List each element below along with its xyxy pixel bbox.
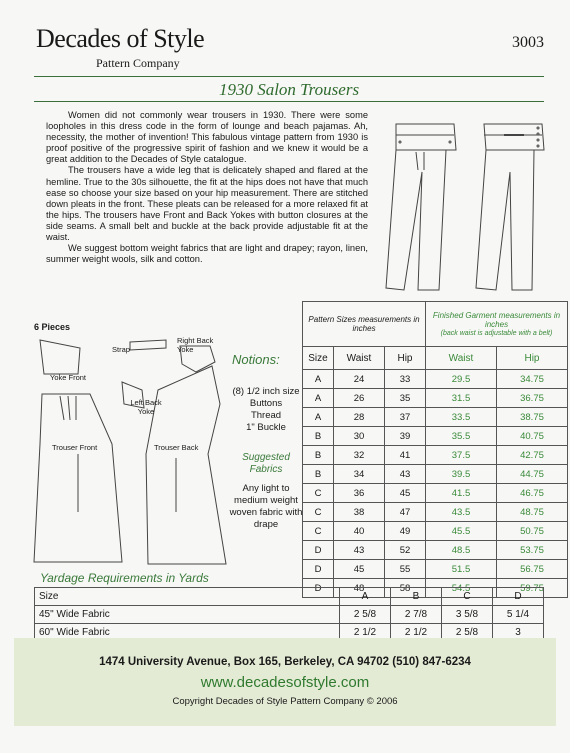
yardage-title: Yardage Requirements in Yards: [40, 571, 209, 585]
yardage-header: D: [493, 588, 544, 606]
label-trouser-back: Trouser Back: [154, 443, 199, 452]
size-table-row: [303, 427, 568, 446]
size-table-cell: 44.75: [497, 465, 568, 484]
yardage-cell: 45" Wide Fabric: [35, 606, 340, 624]
size-table-cell: 50.75: [497, 522, 568, 541]
size-table-cell: B: [303, 465, 334, 484]
size-table-cell: 43: [385, 465, 426, 484]
size-table-cell: D: [303, 541, 334, 560]
size-table-cell: A: [303, 408, 334, 427]
size-table-cell: 35.5: [426, 427, 497, 446]
size-table-cell: 43: [334, 541, 385, 560]
copyright: Copyright Decades of Style Pattern Company © 2006: [172, 696, 398, 707]
size-table-cell: 33: [385, 370, 426, 389]
size-table-header: Hip: [385, 347, 426, 370]
brand-logo-subtitle: Pattern Company: [96, 56, 180, 70]
yardage-row: [35, 606, 544, 624]
notions-list: [228, 386, 304, 434]
size-table-cell: 46.75: [497, 484, 568, 503]
size-table-cell: 34.75: [497, 370, 568, 389]
size-table-cell: B: [303, 446, 334, 465]
size-table-cell: A: [303, 370, 334, 389]
company-address: 1474 University Avenue, Box 165, Berkeley, CA 94702 (510) 847-6234: [99, 656, 471, 668]
website-link[interactable]: www.decadesofstyle.com: [200, 674, 370, 691]
yardage-header: C: [442, 588, 493, 606]
fabrics-text: Any light to medium weight woven fabric with drape: [229, 483, 303, 530]
size-table-cell: 41: [385, 446, 426, 465]
size-table-cell: 40: [334, 522, 385, 541]
label-trouser-front: Trouser Front: [52, 443, 98, 452]
description-paragraph: Women did not commonly wear trousers in 1930. There were some loopholes in this dress code in the form of lounge and beach pajamas. Ah, necessity, the mother of invention! This fabulous vintage pattern from 1930 is proof positive of the progressive spirit of fashion and we knew it would be a great addition to the Decades of Style catalogue.: [46, 110, 368, 165]
size-table-row: [303, 560, 568, 579]
notion-item: 1" Buckle: [246, 422, 286, 433]
label-left-back-yoke: Left Back Yoke: [130, 398, 162, 416]
size-table-cell: 55: [385, 560, 426, 579]
size-table-cell: D: [303, 579, 334, 598]
size-table-cell: 48.75: [497, 503, 568, 522]
size-table-cell: 45.5: [426, 522, 497, 541]
size-table-cell: 53.75: [497, 541, 568, 560]
size-table-cell: 45: [385, 484, 426, 503]
yardage-cell: 2 1/2: [391, 624, 442, 642]
yardage-cell: 2 5/8: [442, 624, 493, 642]
yardage-cell: 60" Wide Fabric: [35, 624, 340, 642]
size-table-cell: 37: [385, 408, 426, 427]
size-table-cell: 26: [334, 389, 385, 408]
size-table-header: Waist: [426, 347, 497, 370]
title-bar: [34, 76, 544, 102]
size-table-cell: 58: [385, 579, 426, 598]
size-table-cell: 43.5: [426, 503, 497, 522]
size-table-cell: 41.5: [426, 484, 497, 503]
size-table-cell: 36: [334, 484, 385, 503]
size-table-cell: 35: [385, 389, 426, 408]
description-paragraph: We suggest bottom weight fabrics that are light and drapey; rayon, linen, summer weight wools, silk and cotton.: [46, 243, 368, 265]
description-paragraph: The trousers have a wide leg that is delicately shaped and flared at the hemline. True to the 30s silhouette, the fit at the hips does not have that much ease so choose your size based on your hip measurement. There are stitched down pleats in the front. These pleats can be released for a more relaxed fit at the hips. The trousers have Front and Back Yokes with button closures at the side seams. A small belt and buckle at the back provide adjustable fit at the waist.: [46, 165, 368, 243]
yardage-cell: 2 5/8: [340, 606, 391, 624]
label-yoke-front: Yoke Front: [50, 373, 86, 382]
notions-heading: Notions:: [232, 352, 280, 367]
size-table-row: [303, 446, 568, 465]
size-table-cell: 34: [334, 465, 385, 484]
size-table-cell: 30: [334, 427, 385, 446]
size-table-header: Waist: [334, 347, 385, 370]
size-table-row: [303, 465, 568, 484]
pattern-number: 3003: [512, 34, 544, 51]
size-table-cell: 54.5: [426, 579, 497, 598]
size-table-cell: 37.5: [426, 446, 497, 465]
notion-item: Buttons: [249, 398, 283, 409]
yardage-cell: 2 7/8: [391, 606, 442, 624]
pattern-title: 1930 Salon Trousers: [218, 80, 360, 99]
garment-illustration: [384, 110, 554, 300]
size-table-cell: 39.5: [426, 465, 497, 484]
size-table-cell: 45: [334, 560, 385, 579]
yardage-header: A: [340, 588, 391, 606]
size-table-cell: C: [303, 484, 334, 503]
brand-logo-title: Decades of Style: [36, 24, 205, 53]
size-table: [302, 301, 568, 598]
size-table-row: [303, 541, 568, 560]
size-table-cell: 33.5: [426, 408, 497, 427]
size-table-cell: D: [303, 560, 334, 579]
size-table-cell: 40.75: [497, 427, 568, 446]
size-table-cell: 31.5: [426, 389, 497, 408]
pieces-heading: 6 Pieces: [34, 322, 71, 332]
yardage-cell: 2 1/2: [340, 624, 391, 642]
size-table-cell: 59.75: [497, 579, 568, 598]
size-table-cell: 29.5: [426, 370, 497, 389]
notion-item: Thread: [250, 410, 282, 421]
yardage-cell: 5 1/4: [493, 606, 544, 624]
fabrics-heading: Suggested Fabrics: [242, 452, 290, 475]
size-table-cell: 36.75: [497, 389, 568, 408]
size-table-cell: 51.5: [426, 560, 497, 579]
yardage-table: [34, 587, 544, 642]
description: [46, 110, 368, 265]
size-table-cell: 28: [334, 408, 385, 427]
size-table-cell: 42.75: [497, 446, 568, 465]
yardage-header: B: [391, 588, 442, 606]
size-table-cell: C: [303, 503, 334, 522]
size-table-row: [303, 484, 568, 503]
label-right-back-yoke: Right Back Yoke: [177, 336, 214, 354]
size-table-cell: 48.5: [426, 541, 497, 560]
size-table-cell: 52: [385, 541, 426, 560]
size-table-cell: 32: [334, 446, 385, 465]
size-table-group-finished: [426, 302, 568, 347]
size-table-row: [303, 389, 568, 408]
size-table-cell: 49: [385, 522, 426, 541]
yardage-header: Size: [35, 588, 340, 606]
yardage-cell: 3: [493, 624, 544, 642]
size-table-cell: C: [303, 522, 334, 541]
size-table-cell: 39: [385, 427, 426, 446]
yardage-cell: 3 5/8: [442, 606, 493, 624]
size-table-cell: 56.75: [497, 560, 568, 579]
size-table-cell: 24: [334, 370, 385, 389]
size-table-group-finished-title: Finished Garment measurements in inches: [432, 310, 561, 329]
size-table-header: Size: [303, 347, 334, 370]
size-table-header: Hip: [497, 347, 568, 370]
size-table-cell: A: [303, 389, 334, 408]
size-table-group-pattern: Pattern Sizes measurements in inches: [303, 302, 426, 347]
size-table-row: [303, 408, 568, 427]
footer: [14, 638, 556, 726]
size-table-cell: 47: [385, 503, 426, 522]
size-table-cell: B: [303, 427, 334, 446]
size-table-row: [303, 370, 568, 389]
size-table-cell: 38: [334, 503, 385, 522]
size-table-cell: 38.75: [497, 408, 568, 427]
size-table-row: [303, 503, 568, 522]
size-table-group-finished-note: (back waist is adjustable with a belt): [440, 329, 553, 337]
label-strap: Strap: [112, 345, 130, 354]
size-table-cell: 48: [334, 579, 385, 598]
notion-item: (8) 1/2 inch size: [232, 386, 300, 397]
size-table-row: [303, 522, 568, 541]
